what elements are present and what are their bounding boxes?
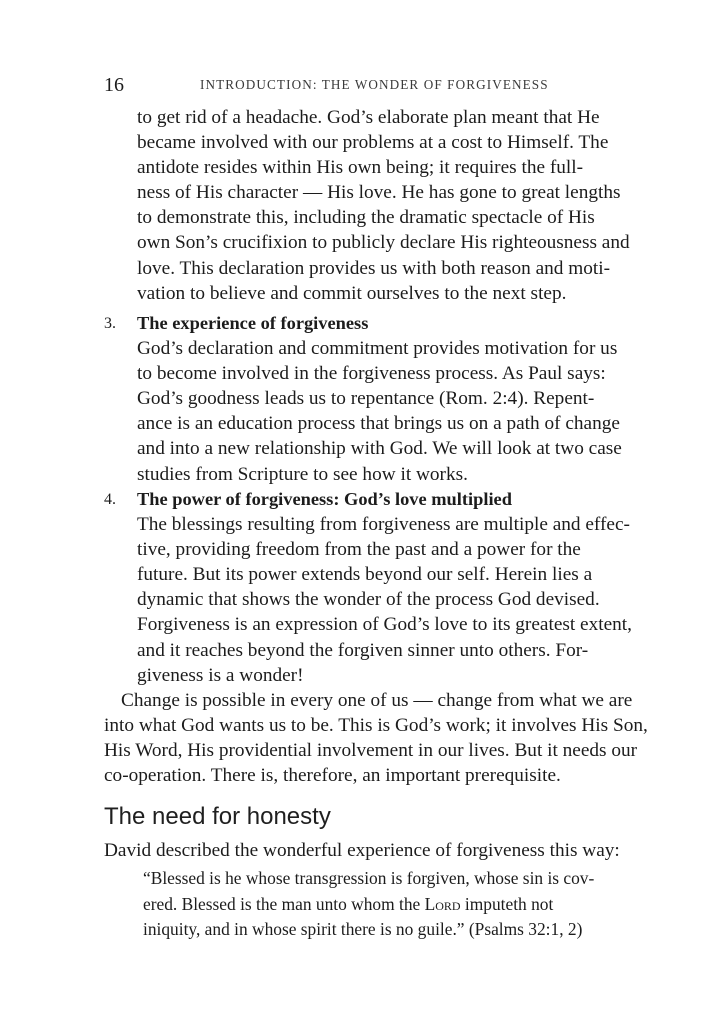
text-line: own Son’s crucifixion to publicly declare His righteousness and xyxy=(137,232,630,254)
text-line: ness of His character — His love. He has gone to great lengths xyxy=(137,182,621,204)
text-line: and into a new relationship with God. We will look at two case xyxy=(137,438,622,460)
section-intro xyxy=(104,838,620,863)
quote-line xyxy=(143,892,594,918)
quote-text: ered. Blessed is the man unto whom the xyxy=(143,893,425,914)
text-line: His Word, His providential involvement in our lives. But it needs our xyxy=(104,740,638,762)
text-line: God’s goodness leads us to repentance (Rom. 2:4). Repent- xyxy=(137,388,595,410)
text-line: into what God wants us to be. This is God’s work; it involves His Son, xyxy=(104,715,648,737)
text-line: Forgiveness is an expression of God’s love to its greatest extent, xyxy=(137,614,632,636)
text-line: David described the wonderful experience of forgiveness this way: xyxy=(104,840,620,861)
list-item-body xyxy=(137,311,622,487)
quote-line: “Blessed is he whose transgression is forgiven, whose sin is cov- xyxy=(143,868,595,888)
text-line: and it reaches beyond the forgiven sinner unto others. For- xyxy=(137,639,589,661)
quote-text: imputeth not xyxy=(460,893,554,914)
text-line: dynamic that shows the wonder of the process God devised. xyxy=(137,589,600,611)
text-line: co-operation. There is, therefore, an important prerequisite. xyxy=(104,765,561,787)
text-line: studies from Scripture to see how it works. xyxy=(137,463,468,485)
page-header xyxy=(0,74,722,96)
text-line: to demonstrate this, including the dramatic spectacle of His xyxy=(137,207,595,229)
text-line: antidote resides within His own being; it requires the full- xyxy=(137,157,584,179)
text-line: became involved with our problems at a cost to Himself. The xyxy=(137,132,609,154)
section-heading: The need for honesty xyxy=(104,803,331,830)
list-item-body xyxy=(137,487,632,688)
text-line: giveness is a wonder! xyxy=(137,664,304,686)
text-line: tive, providing freedom from the past and a power for the xyxy=(137,539,581,561)
scripture-quote xyxy=(143,866,594,943)
list-item-number: 4. xyxy=(104,491,116,508)
text-line: The blessings resulting from forgiveness are multiple and effec- xyxy=(137,514,630,536)
text-line: love. This declaration provides us with both reason and moti- xyxy=(137,257,611,279)
running-head: INTRODUCTION: THE WONDER OF FORGIVENESS xyxy=(200,77,549,92)
list-item-number: 3. xyxy=(104,315,116,332)
list-item-title: The power of forgiveness: God’s love multiplied xyxy=(137,489,512,509)
body-paragraph xyxy=(104,688,648,788)
text-line: to become involved in the forgiveness process. As Paul says: xyxy=(137,363,606,385)
text-line: ance is an education process that brings us on a path of change xyxy=(137,413,620,435)
text-line: Change is possible in every one of us — change from what we are xyxy=(121,690,633,711)
lord-smallcaps: Lord xyxy=(424,893,461,914)
text-line: God’s declaration and commitment provides motivation for us xyxy=(137,338,618,360)
text-line: vation to believe and commit ourselves to the next step. xyxy=(137,282,567,304)
quote-line: iniquity, and in whose spirit there is no guile.” (Psalms 32:1, 2) xyxy=(143,919,583,939)
continuation-text xyxy=(137,105,630,306)
text-line: to get rid of a headache. God’s elaborate plan meant that He xyxy=(137,107,600,128)
page-number: 16 xyxy=(104,74,124,96)
text-line: future. But its power extends beyond our self. Herein lies a xyxy=(137,564,593,586)
list-item-title: The experience of forgiveness xyxy=(137,313,369,333)
